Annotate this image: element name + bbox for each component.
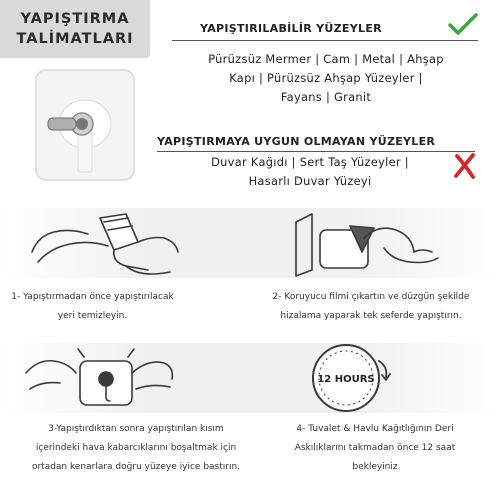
unsuitable-divider xyxy=(157,151,475,152)
unsuitable-surfaces-list xyxy=(160,153,460,191)
clock-12-hours-icon xyxy=(296,343,446,413)
peel-film-icon xyxy=(292,208,442,278)
suitable-divider xyxy=(172,40,478,41)
step-4-line-2: Askılıklarını takmadan önce 12 saat xyxy=(294,443,456,453)
step-3-caption xyxy=(0,420,272,477)
instructions-title xyxy=(0,0,150,58)
title-line-1: YAPIŞTIRMA xyxy=(20,11,130,27)
step-1-line-1: 1- Yapıştırmadan önce yapıştırılacak xyxy=(11,292,174,302)
step-1-line-2: yeri temizleyin. xyxy=(57,311,128,321)
clock-label: 12 HOURS xyxy=(317,374,375,385)
step-3-line-1: 3-Yapıştırdıktan sonra yapıştırılan kısım xyxy=(48,424,224,434)
step-1-caption xyxy=(0,288,185,326)
cross-icon xyxy=(453,152,477,180)
step-2-line-1: 2- Koruyucu filmi çıkartın ve düzgün şekilde xyxy=(272,292,470,302)
step-2-caption xyxy=(240,288,500,326)
step-4-caption xyxy=(270,420,480,477)
step-3-line-3: ortadan kenarlara doğru yüzeye iyice bastırın. xyxy=(31,462,241,472)
checkmark-icon xyxy=(448,12,478,36)
unsuitable-line-1: Duvar Kağıdı | Sert Taş Yüzeyler | xyxy=(211,155,409,169)
step-2-line-2: hizalama yaparak tek seferde yapıştırın. xyxy=(280,311,462,321)
title-line-2: TALİMATLARI xyxy=(16,31,134,47)
press-hook-icon xyxy=(24,343,174,413)
suitable-line-1: Pürüzsüz Mermer | Cam | Metal | Ahşap xyxy=(208,52,444,66)
suitable-surfaces-heading: YAPIŞTIRILABİLİR YÜZEYLER xyxy=(200,22,382,35)
suitable-line-2: Kapı | Pürüzsüz Ahşap Yüzeyler | xyxy=(229,71,423,85)
hand-wiping-icon xyxy=(30,208,180,278)
unsuitable-surfaces-heading: YAPIŞTIRMAYA UYGUN OLMAYAN YÜZEYLER xyxy=(157,135,436,148)
step-4-line-1: 4- Tuvalet & Havlu Kağıtlığının Deri xyxy=(296,424,454,434)
adhesive-hook-icon xyxy=(30,66,140,186)
suitable-surfaces-list xyxy=(168,50,484,107)
unsuitable-line-2: Hasarlı Duvar Yüzeyi xyxy=(248,174,372,188)
suitable-line-3: Fayans | Granit xyxy=(280,90,372,104)
step-4-line-3: bekleyiniz xyxy=(352,462,398,472)
step-3-line-2: içerindeki hava kabarcıklarını boşaltmak için xyxy=(35,443,237,453)
